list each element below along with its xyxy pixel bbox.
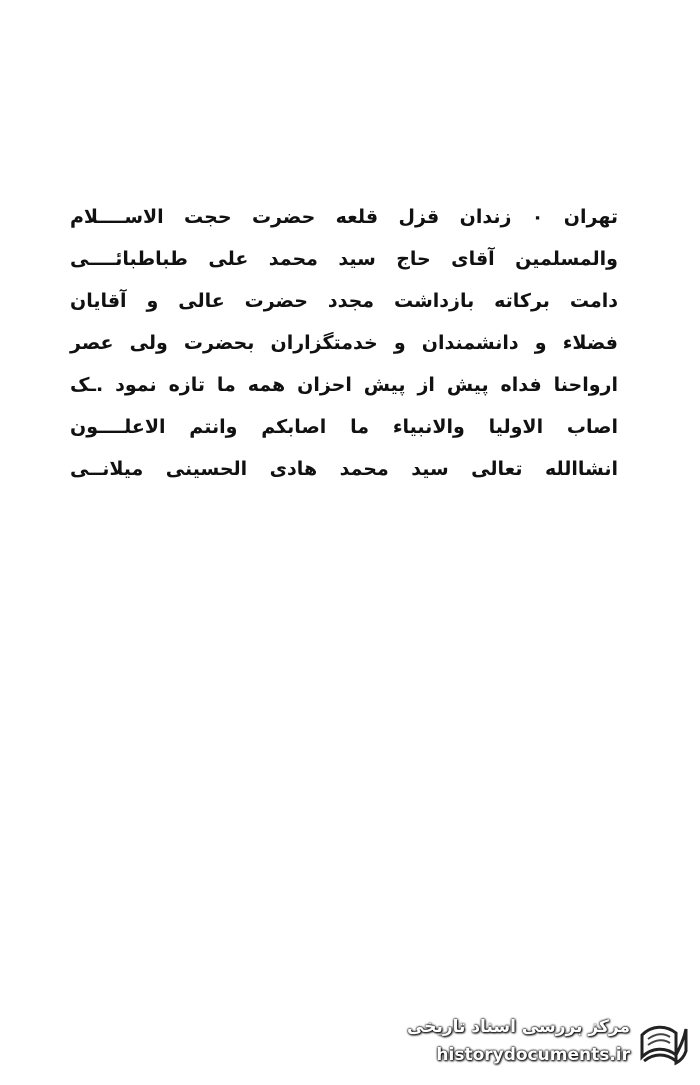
telegram-text bbox=[70, 196, 618, 490]
text-line-6: اصاب الاولیا والانبیاء ما اصابکم وانتم الاعلــــون bbox=[70, 416, 618, 438]
watermark-title: مرکز بررسی اسناد تاریخی bbox=[407, 1017, 630, 1037]
text-line-2: والمسلمین آقای حاج سید محمد علی طباطبائــــی bbox=[70, 248, 618, 270]
open-book-logo-icon bbox=[636, 1017, 690, 1071]
text-line-7: انشاالله تعالی سید محمد هادی الحسینی میلانــی bbox=[70, 458, 618, 480]
watermark-url: historydocuments.ir bbox=[436, 1045, 630, 1065]
text-line-4: فضلاء و دانشمندان و خدمتگزاران بحضرت ولی عصر bbox=[70, 332, 618, 354]
text-line-1: تهران ۰ زندان قزل قلعه حضرت حجت الاســــلام bbox=[70, 206, 619, 228]
text-line-3: دامت برکاته بازداشت مجدد حضرت عالی و آقایان bbox=[70, 290, 618, 312]
watermark bbox=[407, 1013, 690, 1075]
text-line-5: ارواحنا فداه پیش از پیش احزان همه ما تازه نمود .ـک bbox=[70, 374, 618, 396]
